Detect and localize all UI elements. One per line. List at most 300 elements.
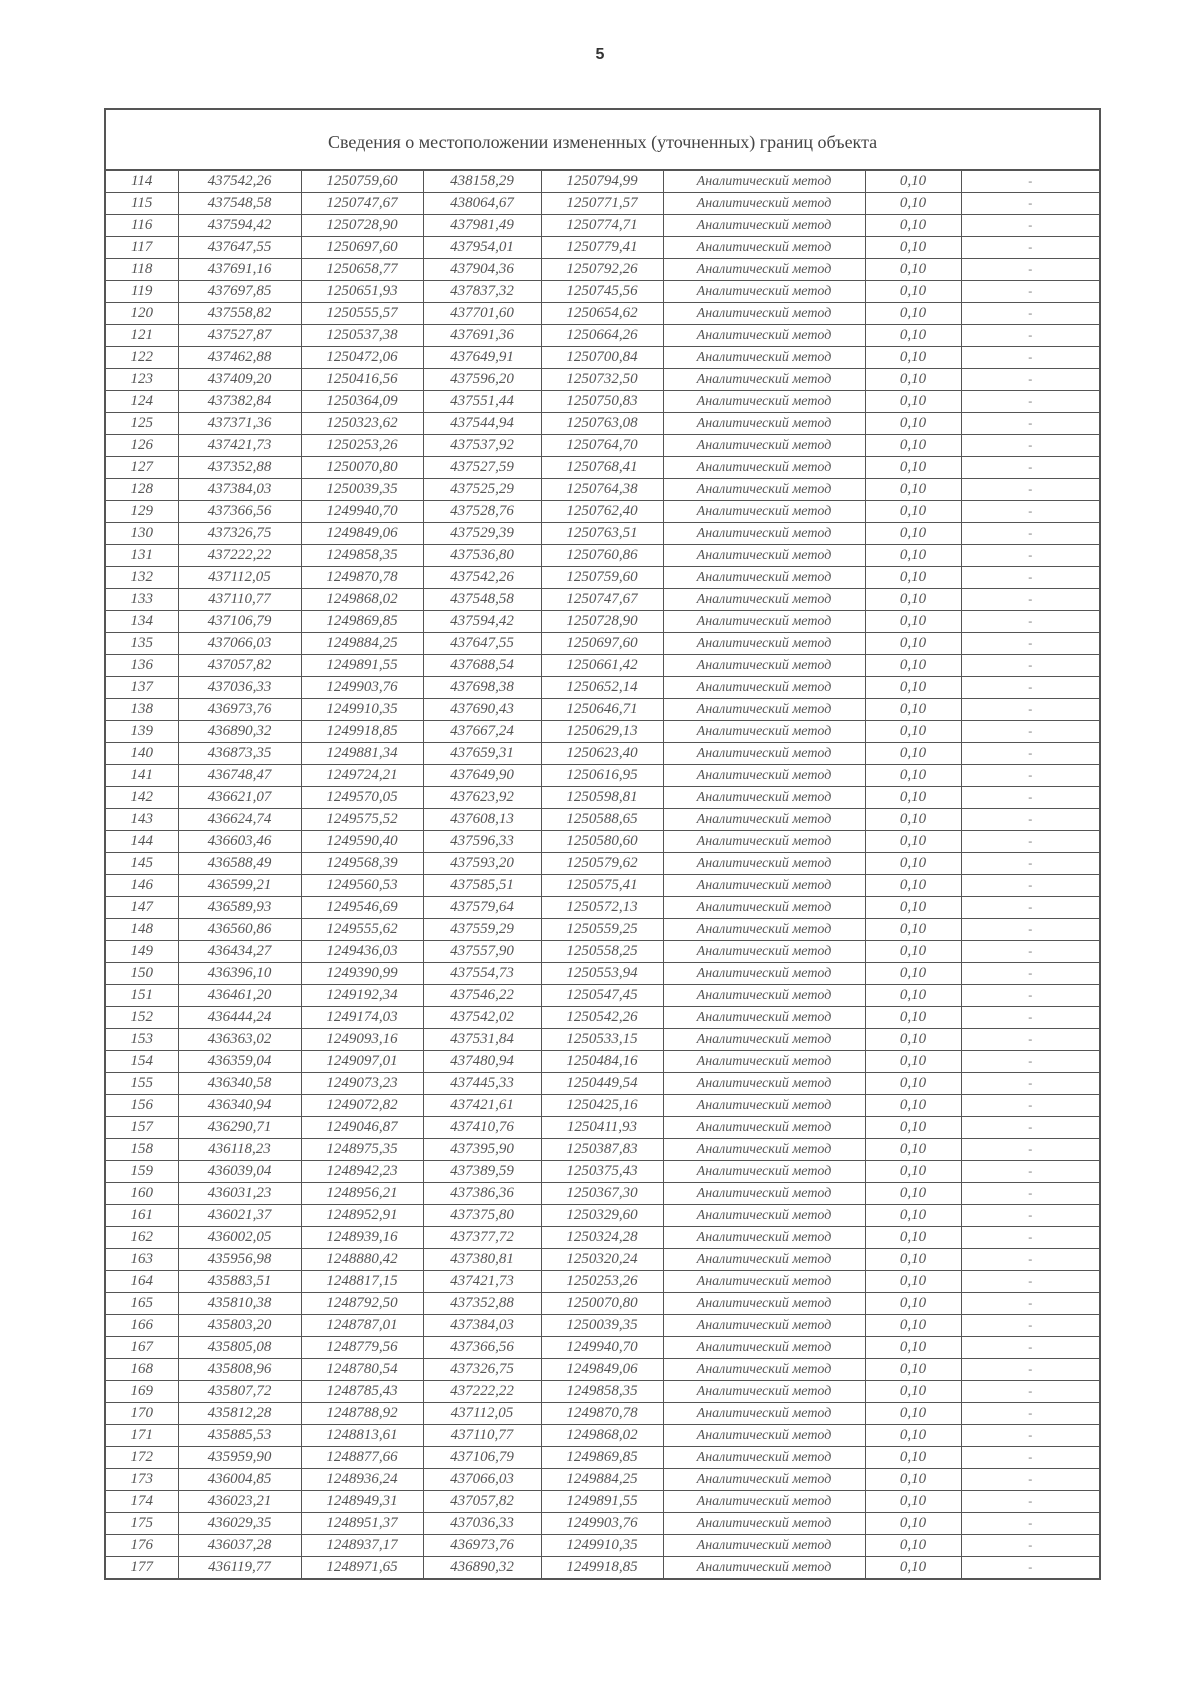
y-new-cell: 1250411,93 (541, 1117, 663, 1139)
x-new-cell: 437352,88 (423, 1293, 541, 1315)
table-row (105, 1205, 1100, 1227)
y-new-cell: 1250646,71 (541, 699, 663, 721)
y-old-cell: 1250651,93 (301, 281, 423, 303)
y-new-cell: 1250387,83 (541, 1139, 663, 1161)
y-old-cell: 1250253,26 (301, 435, 423, 457)
x-old-cell: 437057,82 (178, 655, 301, 677)
table-row (105, 545, 1100, 567)
y-new-cell: 1250320,24 (541, 1249, 663, 1271)
x-old-cell: 436002,05 (178, 1227, 301, 1249)
y-old-cell: 1249881,34 (301, 743, 423, 765)
x-old-cell: 436603,46 (178, 831, 301, 853)
table-row (105, 677, 1100, 699)
table-row (105, 1425, 1100, 1447)
x-old-cell: 435803,20 (178, 1315, 301, 1337)
table-row (105, 391, 1100, 413)
y-old-cell: 1249570,05 (301, 787, 423, 809)
table-row (105, 237, 1100, 259)
table-row (105, 1117, 1100, 1139)
accuracy-cell: 0,10 (865, 1051, 961, 1073)
accuracy-cell: 0,10 (865, 743, 961, 765)
accuracy-cell: 0,10 (865, 545, 961, 567)
y-old-cell: 1249073,23 (301, 1073, 423, 1095)
accuracy-cell: 0,10 (865, 1535, 961, 1557)
table-row (105, 1029, 1100, 1051)
table-row (105, 1557, 1100, 1580)
y-new-cell: 1250542,26 (541, 1007, 663, 1029)
note-cell: - (961, 347, 1100, 369)
accuracy-cell: 0,10 (865, 391, 961, 413)
point-number-cell: 169 (105, 1381, 178, 1403)
y-new-cell: 1250759,60 (541, 567, 663, 589)
x-new-cell: 437537,92 (423, 435, 541, 457)
y-new-cell: 1250664,26 (541, 325, 663, 347)
accuracy-cell: 0,10 (865, 589, 961, 611)
table-row (105, 699, 1100, 721)
y-new-cell: 1249858,35 (541, 1381, 663, 1403)
method-cell: Аналитический метод (663, 589, 865, 611)
y-new-cell: 1250768,41 (541, 457, 663, 479)
method-cell: Аналитический метод (663, 170, 865, 193)
table-row (105, 501, 1100, 523)
note-cell: - (961, 259, 1100, 281)
x-old-cell: 437366,56 (178, 501, 301, 523)
x-new-cell: 437536,80 (423, 545, 541, 567)
accuracy-cell: 0,10 (865, 1513, 961, 1535)
y-old-cell: 1250697,60 (301, 237, 423, 259)
y-old-cell: 1248880,42 (301, 1249, 423, 1271)
x-old-cell: 436973,76 (178, 699, 301, 721)
table-row (105, 1447, 1100, 1469)
note-cell: - (961, 1139, 1100, 1161)
note-cell: - (961, 765, 1100, 787)
note-cell: - (961, 391, 1100, 413)
x-new-cell: 437445,33 (423, 1073, 541, 1095)
note-cell: - (961, 1183, 1100, 1205)
note-cell: - (961, 743, 1100, 765)
accuracy-cell: 0,10 (865, 1161, 961, 1183)
table-row (105, 479, 1100, 501)
y-new-cell: 1250484,16 (541, 1051, 663, 1073)
y-old-cell: 1248792,50 (301, 1293, 423, 1315)
note-cell: - (961, 325, 1100, 347)
y-old-cell: 1248787,01 (301, 1315, 423, 1337)
x-old-cell: 437110,77 (178, 589, 301, 611)
x-old-cell: 436118,23 (178, 1139, 301, 1161)
x-new-cell: 437377,72 (423, 1227, 541, 1249)
note-cell: - (961, 1381, 1100, 1403)
y-new-cell: 1249869,85 (541, 1447, 663, 1469)
x-new-cell: 437544,94 (423, 413, 541, 435)
y-old-cell: 1248779,56 (301, 1337, 423, 1359)
x-new-cell: 437421,73 (423, 1271, 541, 1293)
method-cell: Аналитический метод (663, 963, 865, 985)
point-number-cell: 150 (105, 963, 178, 985)
accuracy-cell: 0,10 (865, 1095, 961, 1117)
y-new-cell: 1249891,55 (541, 1491, 663, 1513)
y-new-cell: 1250763,08 (541, 413, 663, 435)
note-cell: - (961, 633, 1100, 655)
table-row (105, 897, 1100, 919)
y-new-cell: 1250580,60 (541, 831, 663, 853)
y-new-cell: 1250559,25 (541, 919, 663, 941)
note-cell: - (961, 1271, 1100, 1293)
method-cell: Аналитический метод (663, 1447, 865, 1469)
note-cell: - (961, 1117, 1100, 1139)
point-number-cell: 136 (105, 655, 178, 677)
table-row (105, 413, 1100, 435)
point-number-cell: 130 (105, 523, 178, 545)
x-old-cell: 437542,26 (178, 170, 301, 193)
y-old-cell: 1249903,76 (301, 677, 423, 699)
note-cell: - (961, 1205, 1100, 1227)
x-new-cell: 437480,94 (423, 1051, 541, 1073)
x-new-cell: 437057,82 (423, 1491, 541, 1513)
note-cell: - (961, 1007, 1100, 1029)
method-cell: Аналитический метод (663, 1293, 865, 1315)
accuracy-cell: 0,10 (865, 567, 961, 589)
method-cell: Аналитический метод (663, 1051, 865, 1073)
accuracy-cell: 0,10 (865, 875, 961, 897)
y-new-cell: 1250732,50 (541, 369, 663, 391)
accuracy-cell: 0,10 (865, 193, 961, 215)
table-row (105, 1513, 1100, 1535)
table-row (105, 875, 1100, 897)
y-old-cell: 1249884,25 (301, 633, 423, 655)
method-cell: Аналитический метод (663, 303, 865, 325)
y-new-cell: 1250623,40 (541, 743, 663, 765)
table-row (105, 787, 1100, 809)
y-new-cell: 1250760,86 (541, 545, 663, 567)
y-old-cell: 1248936,24 (301, 1469, 423, 1491)
method-cell: Аналитический метод (663, 831, 865, 853)
note-cell: - (961, 545, 1100, 567)
point-number-cell: 142 (105, 787, 178, 809)
y-old-cell: 1250472,06 (301, 347, 423, 369)
table-row (105, 281, 1100, 303)
note-cell: - (961, 237, 1100, 259)
x-old-cell: 437462,88 (178, 347, 301, 369)
x-old-cell: 436624,74 (178, 809, 301, 831)
table-row (105, 1051, 1100, 1073)
y-old-cell: 1248785,43 (301, 1381, 423, 1403)
y-new-cell: 1250425,16 (541, 1095, 663, 1117)
x-new-cell: 437551,44 (423, 391, 541, 413)
note-cell: - (961, 413, 1100, 435)
x-old-cell: 436748,47 (178, 765, 301, 787)
method-cell: Аналитический метод (663, 1161, 865, 1183)
point-number-cell: 145 (105, 853, 178, 875)
x-old-cell: 436340,94 (178, 1095, 301, 1117)
point-number-cell: 170 (105, 1403, 178, 1425)
x-new-cell: 437527,59 (423, 457, 541, 479)
method-cell: Аналитический метод (663, 1425, 865, 1447)
x-old-cell: 436340,58 (178, 1073, 301, 1095)
y-new-cell: 1250792,26 (541, 259, 663, 281)
point-number-cell: 161 (105, 1205, 178, 1227)
accuracy-cell: 0,10 (865, 237, 961, 259)
table-row (105, 941, 1100, 963)
y-old-cell: 1250416,56 (301, 369, 423, 391)
x-new-cell: 437579,64 (423, 897, 541, 919)
method-cell: Аналитический метод (663, 941, 865, 963)
accuracy-cell: 0,10 (865, 523, 961, 545)
point-number-cell: 153 (105, 1029, 178, 1051)
table-row (105, 193, 1100, 215)
table-row (105, 721, 1100, 743)
accuracy-cell: 0,10 (865, 170, 961, 193)
method-cell: Аналитический метод (663, 545, 865, 567)
x-new-cell: 437554,73 (423, 963, 541, 985)
method-cell: Аналитический метод (663, 369, 865, 391)
method-cell: Аналитический метод (663, 1271, 865, 1293)
method-cell: Аналитический метод (663, 259, 865, 281)
y-old-cell: 1248942,23 (301, 1161, 423, 1183)
y-old-cell: 1248937,17 (301, 1535, 423, 1557)
x-old-cell: 436029,35 (178, 1513, 301, 1535)
method-cell: Аналитический метод (663, 523, 865, 545)
table-row (105, 809, 1100, 831)
accuracy-cell: 0,10 (865, 897, 961, 919)
method-cell: Аналитический метод (663, 1403, 865, 1425)
y-old-cell: 1248813,61 (301, 1425, 423, 1447)
y-old-cell: 1248952,91 (301, 1205, 423, 1227)
x-old-cell: 436031,23 (178, 1183, 301, 1205)
point-number-cell: 138 (105, 699, 178, 721)
y-old-cell: 1249046,87 (301, 1117, 423, 1139)
table-row (105, 1249, 1100, 1271)
y-old-cell: 1249918,85 (301, 721, 423, 743)
method-cell: Аналитический метод (663, 1227, 865, 1249)
y-old-cell: 1248817,15 (301, 1271, 423, 1293)
point-number-cell: 134 (105, 611, 178, 633)
x-old-cell: 436363,02 (178, 1029, 301, 1051)
x-old-cell: 435959,90 (178, 1447, 301, 1469)
x-old-cell: 436290,71 (178, 1117, 301, 1139)
x-new-cell: 437542,26 (423, 567, 541, 589)
point-number-cell: 159 (105, 1161, 178, 1183)
note-cell: - (961, 457, 1100, 479)
note-cell: - (961, 1029, 1100, 1051)
table-row (105, 611, 1100, 633)
x-new-cell: 437904,36 (423, 259, 541, 281)
point-number-cell: 131 (105, 545, 178, 567)
method-cell: Аналитический метод (663, 765, 865, 787)
table-row (105, 919, 1100, 941)
x-new-cell: 437981,49 (423, 215, 541, 237)
method-cell: Аналитический метод (663, 809, 865, 831)
y-new-cell: 1250762,40 (541, 501, 663, 523)
y-old-cell: 1250039,35 (301, 479, 423, 501)
x-old-cell: 437036,33 (178, 677, 301, 699)
point-number-cell: 167 (105, 1337, 178, 1359)
method-cell: Аналитический метод (663, 677, 865, 699)
note-cell: - (961, 501, 1100, 523)
y-new-cell: 1249849,06 (541, 1359, 663, 1381)
method-cell: Аналитический метод (663, 985, 865, 1007)
x-old-cell: 436021,37 (178, 1205, 301, 1227)
y-new-cell: 1250253,26 (541, 1271, 663, 1293)
accuracy-cell: 0,10 (865, 413, 961, 435)
y-old-cell: 1248780,54 (301, 1359, 423, 1381)
accuracy-cell: 0,10 (865, 1381, 961, 1403)
x-new-cell: 437066,03 (423, 1469, 541, 1491)
method-cell: Аналитический метод (663, 1117, 865, 1139)
method-cell: Аналитический метод (663, 853, 865, 875)
table-row (105, 1227, 1100, 1249)
y-new-cell: 1249918,85 (541, 1557, 663, 1580)
table-title: Сведения о местоположении измененных (уточненных) границ объекта (105, 109, 1100, 170)
accuracy-cell: 0,10 (865, 1073, 961, 1095)
y-new-cell: 1250616,95 (541, 765, 663, 787)
method-cell: Аналитический метод (663, 391, 865, 413)
x-new-cell: 437326,75 (423, 1359, 541, 1381)
method-cell: Аналитический метод (663, 1315, 865, 1337)
y-old-cell: 1249568,39 (301, 853, 423, 875)
method-cell: Аналитический метод (663, 237, 865, 259)
point-number-cell: 166 (105, 1315, 178, 1337)
note-cell: - (961, 1535, 1100, 1557)
x-old-cell: 437352,88 (178, 457, 301, 479)
x-old-cell: 437382,84 (178, 391, 301, 413)
accuracy-cell: 0,10 (865, 457, 961, 479)
note-cell: - (961, 721, 1100, 743)
x-old-cell: 437558,82 (178, 303, 301, 325)
y-new-cell: 1250329,60 (541, 1205, 663, 1227)
y-new-cell: 1250779,41 (541, 237, 663, 259)
y-old-cell: 1248877,66 (301, 1447, 423, 1469)
method-cell: Аналитический метод (663, 1139, 865, 1161)
table-row (105, 589, 1100, 611)
method-cell: Аналитический метод (663, 1205, 865, 1227)
y-new-cell: 1250367,30 (541, 1183, 663, 1205)
x-new-cell: 437421,61 (423, 1095, 541, 1117)
y-new-cell: 1250588,65 (541, 809, 663, 831)
y-old-cell: 1249891,55 (301, 655, 423, 677)
y-old-cell: 1249093,16 (301, 1029, 423, 1051)
accuracy-cell: 0,10 (865, 831, 961, 853)
note-cell: - (961, 1073, 1100, 1095)
point-number-cell: 132 (105, 567, 178, 589)
x-new-cell: 437529,39 (423, 523, 541, 545)
y-new-cell: 1250579,62 (541, 853, 663, 875)
x-old-cell: 437112,05 (178, 567, 301, 589)
method-cell: Аналитический метод (663, 1359, 865, 1381)
method-cell: Аналитический метод (663, 1381, 865, 1403)
table-row (105, 303, 1100, 325)
table-row (105, 1007, 1100, 1029)
table-row (105, 170, 1100, 193)
method-cell: Аналитический метод (663, 875, 865, 897)
note-cell: - (961, 853, 1100, 875)
point-number-cell: 174 (105, 1491, 178, 1513)
y-new-cell: 1249910,35 (541, 1535, 663, 1557)
y-new-cell: 1250652,14 (541, 677, 663, 699)
y-old-cell: 1249575,52 (301, 809, 423, 831)
x-old-cell: 437222,22 (178, 545, 301, 567)
y-old-cell: 1249546,69 (301, 897, 423, 919)
x-new-cell: 437386,36 (423, 1183, 541, 1205)
accuracy-cell: 0,10 (865, 325, 961, 347)
note-cell: - (961, 435, 1100, 457)
x-old-cell: 437421,73 (178, 435, 301, 457)
accuracy-cell: 0,10 (865, 1403, 961, 1425)
x-old-cell: 435810,38 (178, 1293, 301, 1315)
y-new-cell: 1249903,76 (541, 1513, 663, 1535)
x-new-cell: 437410,76 (423, 1117, 541, 1139)
method-cell: Аналитический метод (663, 435, 865, 457)
point-number-cell: 155 (105, 1073, 178, 1095)
y-new-cell: 1250774,71 (541, 215, 663, 237)
point-number-cell: 162 (105, 1227, 178, 1249)
y-old-cell: 1249868,02 (301, 589, 423, 611)
method-cell: Аналитический метод (663, 1513, 865, 1535)
table-row (105, 655, 1100, 677)
x-new-cell: 437596,20 (423, 369, 541, 391)
x-new-cell: 437525,29 (423, 479, 541, 501)
point-number-cell: 141 (105, 765, 178, 787)
accuracy-cell: 0,10 (865, 1227, 961, 1249)
table-row (105, 1403, 1100, 1425)
y-new-cell: 1250449,54 (541, 1073, 663, 1095)
point-number-cell: 168 (105, 1359, 178, 1381)
point-number-cell: 123 (105, 369, 178, 391)
x-old-cell: 436461,20 (178, 985, 301, 1007)
note-cell: - (961, 369, 1100, 391)
method-cell: Аналитический метод (663, 1073, 865, 1095)
method-cell: Аналитический метод (663, 655, 865, 677)
y-old-cell: 1249870,78 (301, 567, 423, 589)
point-number-cell: 143 (105, 809, 178, 831)
y-old-cell: 1248956,21 (301, 1183, 423, 1205)
table-row (105, 963, 1100, 985)
x-new-cell: 437594,42 (423, 611, 541, 633)
x-old-cell: 437691,16 (178, 259, 301, 281)
table-row (105, 215, 1100, 237)
point-number-cell: 117 (105, 237, 178, 259)
y-new-cell: 1250629,13 (541, 721, 663, 743)
y-old-cell: 1249560,53 (301, 875, 423, 897)
x-old-cell: 437594,42 (178, 215, 301, 237)
table-row (105, 1073, 1100, 1095)
point-number-cell: 164 (105, 1271, 178, 1293)
table-row (105, 1271, 1100, 1293)
point-number-cell: 118 (105, 259, 178, 281)
accuracy-cell: 0,10 (865, 809, 961, 831)
note-cell: - (961, 919, 1100, 941)
note-cell: - (961, 1315, 1100, 1337)
table-row (105, 1359, 1100, 1381)
point-number-cell: 144 (105, 831, 178, 853)
y-old-cell: 1249849,06 (301, 523, 423, 545)
note-cell: - (961, 611, 1100, 633)
note-cell: - (961, 479, 1100, 501)
x-new-cell: 437659,31 (423, 743, 541, 765)
note-cell: - (961, 589, 1100, 611)
x-old-cell: 437066,03 (178, 633, 301, 655)
y-old-cell: 1249555,62 (301, 919, 423, 941)
method-cell: Аналитический метод (663, 897, 865, 919)
x-old-cell: 436890,32 (178, 721, 301, 743)
point-number-cell: 115 (105, 193, 178, 215)
table-row (105, 523, 1100, 545)
x-new-cell: 437222,22 (423, 1381, 541, 1403)
y-old-cell: 1249940,70 (301, 501, 423, 523)
y-old-cell: 1250537,38 (301, 325, 423, 347)
method-cell: Аналитический метод (663, 215, 865, 237)
y-old-cell: 1248975,35 (301, 1139, 423, 1161)
accuracy-cell: 0,10 (865, 435, 961, 457)
